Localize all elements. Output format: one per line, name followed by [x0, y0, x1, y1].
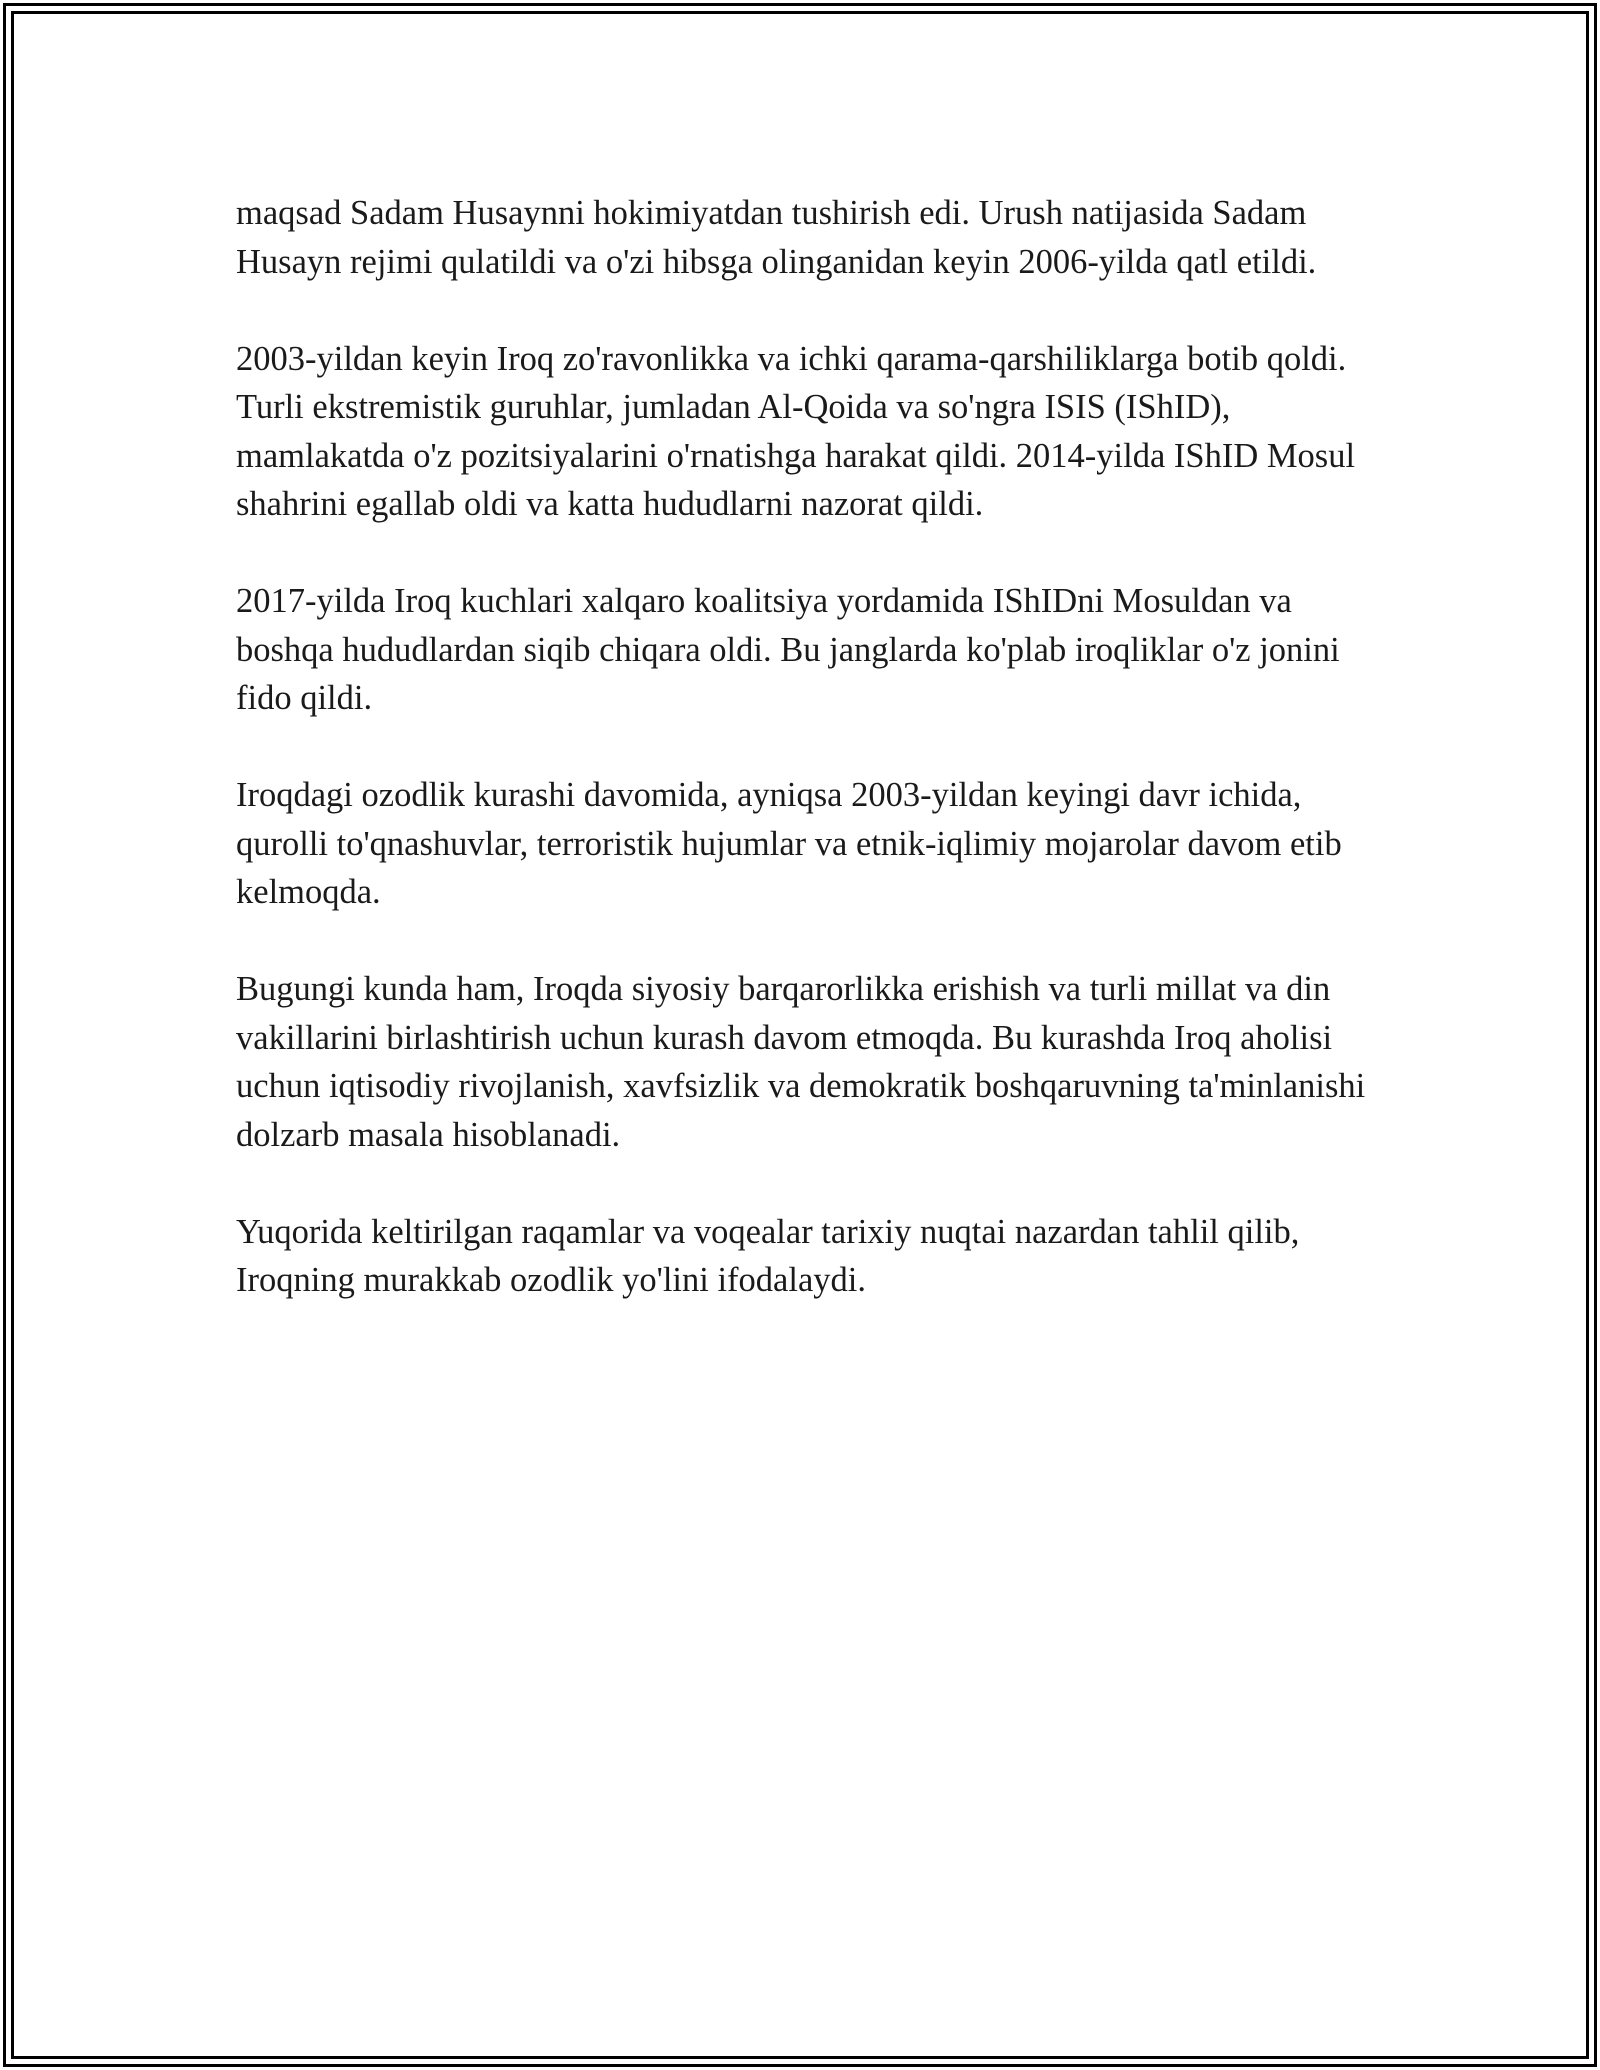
document-body	[236, 189, 1366, 1305]
paragraph-2: 2003-yildan keyin Iroq zo'ravonlikka va ichki qarama-qarshiliklarga botib qoldi. Turli ekstremistik guruhlar, jumladan Al-Qoida va so'ngra ISIS (IShID), mamlakatda o'z pozitsiyalarini o'rnatishga harakat qildi. 2014-yilda IShID Mosul shahrini egallab oldi va katta hududlarni nazorat qildi.	[236, 339, 1356, 523]
paragraph-6: Yuqorida keltirilgan raqamlar va voqealar tarixiy nuqtai nazardan tahlil qilib, Iroqning murakkab ozodlik yo'lini ifodalaydi.	[236, 1212, 1300, 1299]
paragraph-4: Iroqdagi ozodlik kurashi davomida, ayniqsa 2003-yildan keyingi davr ichida, qurolli to'qnashuvlar, terroristik hujumlar va etnik-iqlimiy mojarolar davom etib kelmoqda.	[236, 776, 1342, 911]
paragraph-3: 2017-yilda Iroq kuchlari xalqaro koalitsiya yordamida IShIDni Mosuldan va boshqa hududlardan siqib chiqara oldi. Bu janglarda ko'plab iroqliklar o'z jonini fido qildi.	[236, 582, 1340, 717]
paragraph-1: maqsad Sadam Husaynni hokimiyatdan tushirish edi. Urush natijasida Sadam Husayn rejimi qulatildi va o'zi hibsga olinganidan keyin 2006-yilda qatl etildi.	[236, 194, 1317, 281]
paragraph-5: Bugungi kunda ham, Iroqda siyosiy barqarorlikka erishish va turli millat va din vakillarini birlashtirish uchun kurash davom etmoqda. Bu kurashda Iroq aholisi uchun iqtisodiy rivojlanish, xavfsizlik va demokratik boshqaruvning ta'minlanishi dolzarb masala hisoblanadi.	[236, 970, 1366, 1154]
